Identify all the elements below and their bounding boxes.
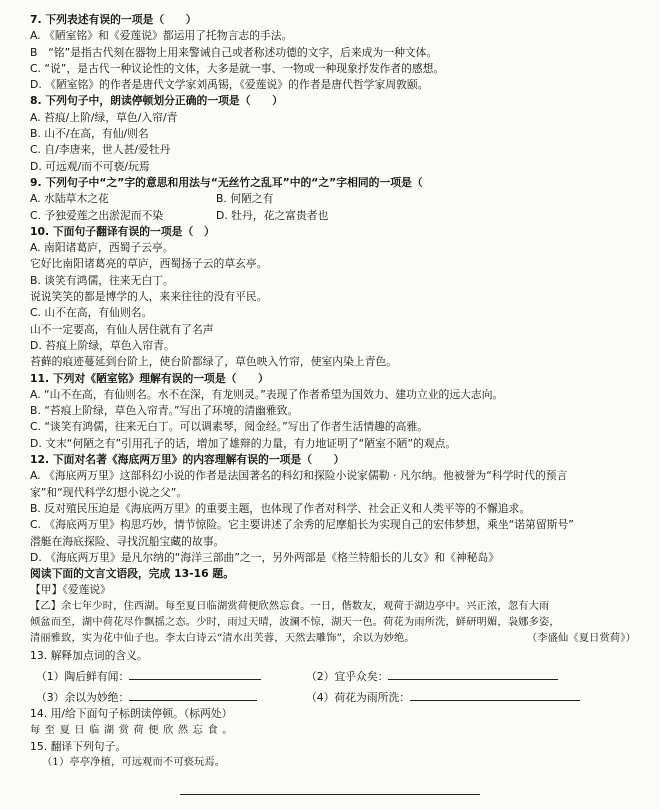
q10-option-b: B. 谈笑有鸿儒，往来无白丁。 — [30, 273, 174, 287]
q15-item-1: （1）亭亭净植，可远观而不可亵玩焉。 — [42, 757, 226, 769]
passage-source: （李盛仙《夏日赏荷》） — [526, 633, 636, 645]
q8-option-b: B. 山不/在高，有仙/则名 — [30, 127, 149, 141]
passage-yi-line-1: 【乙】余七年少时，住西湖。每至夏日临湖赏荷便欣然忘食。一日，偕数友，观荷于湖边亭中。兴正浓，忽有大雨 — [30, 600, 550, 612]
q10-option-c-translation: 山不一定要高，有仙人居住就有了名声 — [30, 322, 214, 336]
q14-sentence[interactable]: 每至夏日临湖赏荷便欣然忘食。 — [30, 724, 238, 736]
q9-option-a: A. 水陆草木之花 — [30, 192, 109, 206]
q9-option-b: B. 何陋之有 — [216, 192, 274, 206]
q10-option-a: A. 南阳诸葛庐，西蜀子云亭。 — [30, 241, 174, 255]
q11-option-c: C. “谈笑有鸿儒，往来无白丁。可以调素琴，阅金经。”写出了作者生活情趣的高雅。 — [30, 420, 429, 434]
q13-answer-line-2[interactable] — [388, 668, 558, 680]
q10-option-d-translation: 苔藓的痕迹蔓延到台阶上，使台阶都绿了，草色映入竹帘，使室内染上青色。 — [30, 355, 398, 369]
q12-option-a: A. 《海底两万里》这部科幻小说的作者是法国著名的科幻和探险小说家儒勒 · 凡尔纳。他被誉为“科学时代的预言 — [30, 469, 568, 483]
q12-option-c: C. 《海底两万里》构思巧妙，情节惊险。它主要讲述了余秀的尼摩船长为实现自己的宏伟梦想，乘坐“诺第留斯号” — [30, 518, 574, 532]
passage-yi-line-3 — [30, 631, 650, 647]
q12-option-a-cont: 家”和“现代科学幻想小说之父”。 — [30, 485, 188, 499]
q13-item-4-label: （4）荷花为雨所洗： — [306, 691, 411, 705]
q12-stem: 12. 下面对名著《海底两万里》的内容理解有误的一项是（ ） — [30, 453, 345, 467]
q15-stem: 15. 翻译下列句子。 — [30, 740, 127, 754]
q13-item-2 — [306, 668, 576, 685]
q8-option-c: C. 自/李唐来，世人甚/爱牡丹 — [30, 143, 171, 157]
q9-option-d: D. 牡丹，花之富贵者也 — [216, 208, 329, 222]
q8-option-a: A. 苔痕/上阶/绿，草色/入帘/青 — [30, 110, 178, 124]
q11-stem: 11. 下列对《陋室铭》理解有误的一项是（ ） — [30, 371, 269, 385]
q12-option-c-cont: 潜艇在海底探险、寻找沉船宝藏的故事。 — [30, 534, 225, 548]
q13-item-2-label: （2）宜乎众矣： — [306, 669, 389, 683]
q11-option-d: D. 文末“何陋之有”引用孔子的话，增加了雄辩的力量，有力地证明了“陋室不陋”的观点。 — [30, 436, 457, 450]
passage-yi-text: 清丽雅致，实为花中仙子也。李太白诗云“清水出芙蓉，天然去雕饰”，余以为妙绝。 — [30, 633, 415, 645]
q10-option-c: C. 山不在高，有仙则名。 — [30, 306, 153, 320]
q14-stem: 14. 用/给下面句子标朗读停顿。（标两处） — [30, 707, 233, 721]
q10-option-d: D. 苔痕上阶绿，草色入帘青。 — [30, 338, 175, 352]
q10-stem: 10. 下面句子翻译有误的一项是（ ） — [30, 224, 215, 238]
q13-answer-line-3[interactable] — [129, 689, 257, 701]
q12-option-d: D. 《海底两万里》是凡尔纳的“海洋三部曲”之一，另外两部是《格兰特船长的儿女》和《神秘岛》 — [30, 550, 500, 564]
q13-answer-line-4[interactable] — [410, 689, 580, 701]
q13-item-4 — [306, 689, 576, 706]
q9-stem: 9. 下列句子中“之”字的意思和用法与“无丝竹之乱耳”中的“之”字相同的一项是（ — [30, 175, 423, 189]
q8-stem: 8. 下列句子中，朗读停顿划分正确的一项是（ ） — [30, 94, 283, 108]
passage-yi-line-2: 倾盆而至，湖中荷花尽作飘摇之态。少时，雨过天晴，波澜不惊，湖天一色。荷花为雨所洗，鲜研明媚，袅娜多姿， — [30, 616, 560, 628]
q7-stem: 7. 下列表述有误的一项是（ ） — [30, 13, 197, 26]
q7-option-a: A. 《陋室铭》和《爱莲说》都运用了托物言志的手法。 — [30, 29, 293, 43]
reading-instruction: 阅读下面的文言文语段，完成 13-16 题。 — [30, 567, 235, 581]
q10-option-a-translation: 它好比南阳诸葛亮的草庐，西蜀扬子云的草玄亭。 — [30, 257, 268, 271]
q15-answer-line[interactable] — [180, 794, 480, 795]
passage-jia-title: 【甲】《爱莲说》 — [30, 583, 111, 597]
q7-option-b: B “铭”是指古代刻在器物上用来警诫自己或者称述功德的文字，后来成为一种文体。 — [30, 45, 438, 59]
q13-row-1 — [30, 668, 650, 685]
q13-item-1 — [36, 668, 306, 685]
q13-item-3 — [36, 689, 306, 706]
q10-option-b-translation: 说说笑笑的都是博学的人，来来往往的没有平民。 — [30, 290, 268, 304]
q11-option-a: A. “山不在高，有仙则名。水不在深，有龙则灵。”表现了作者希望为国效力、建功立业的远大志向。 — [30, 387, 504, 401]
q13-answer-line-1[interactable] — [129, 668, 261, 680]
q9-options-row-1 — [30, 191, 650, 207]
q7-option-d: D. 《陋室铭》的作者是唐代文学家刘禹锡，《爱莲说》的作者是唐代哲学家周敦颐。 — [30, 78, 429, 92]
q7-option-c: C. “说”，是古代一种议论性的文体，大多是就一事、一物或一种现象抒发作者的感想。 — [30, 61, 445, 75]
q9-options-row-2 — [30, 208, 650, 224]
q13-row-2 — [30, 689, 650, 706]
q8-option-d: D. 可远观/而不可亵/玩焉 — [30, 159, 150, 173]
q13-item-3-label: （3）余以为妙绝： — [36, 691, 130, 705]
q12-option-b: B. 反对殖民压迫是《海底两万里》的重要主题，也体现了作者对科学、社会正义和人类平等的不懈追求。 — [30, 501, 531, 515]
q13-stem: 13. 解释加点词的含义。 — [30, 648, 148, 662]
q11-option-b: B. “苔痕上阶绿，草色入帘青。”写出了环境的清幽雅致。 — [30, 404, 299, 418]
q13-item-1-label: （1）陶后鲜有闻： — [36, 669, 130, 683]
q9-option-c: C. 予独爱莲之出淤泥而不染 — [30, 208, 164, 222]
